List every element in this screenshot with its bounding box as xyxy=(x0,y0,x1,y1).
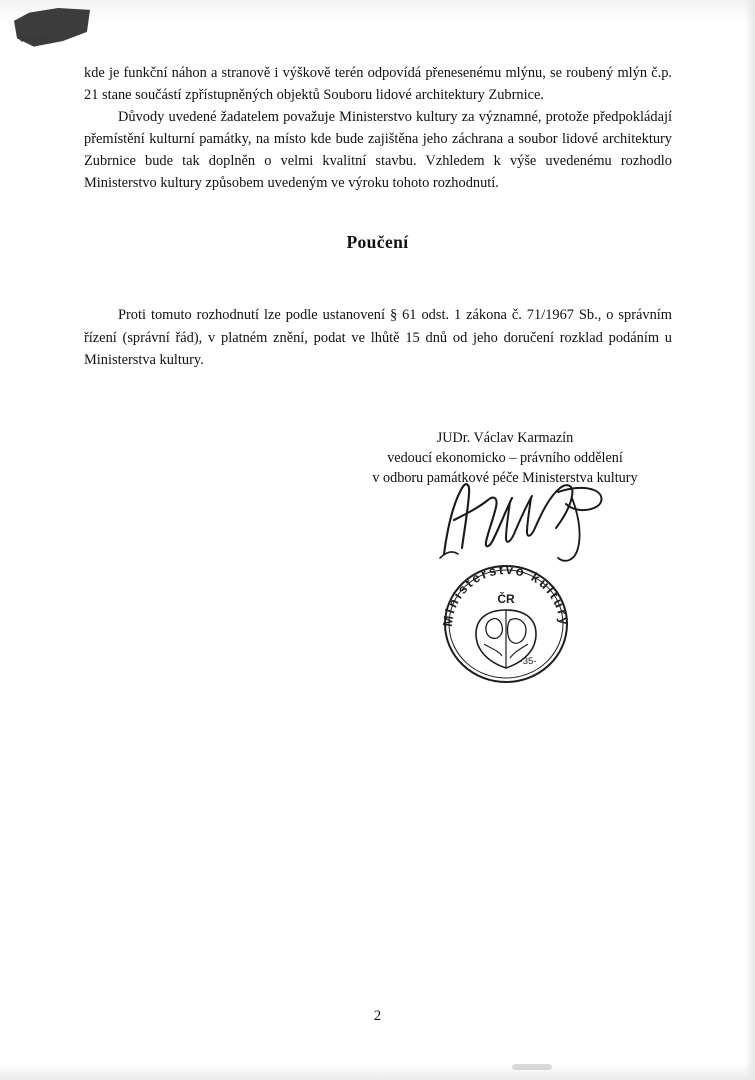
page-number: 2 xyxy=(373,1008,382,1024)
scan-bottom-speck xyxy=(512,1064,552,1070)
body-paragraph-2: Důvody uvedené žadatelem považuje Ministerstvo kultury za významné, protože předpokládají přemístění kulturní památky, na místo kde bude zajištěna jeho záchrana a soubor lidové architektury Zubrnice bude tak doplněn o velmi kvalitní stavbu. Vzhledem k výše uvedenému rozhodlo Ministerstvo kultury způsobem uvedeným ve výroku tohoto rozhodnutí. xyxy=(84,109,672,191)
scan-right-edge xyxy=(745,0,755,1080)
svg-text:Ministerstvo kultury: Ministerstvo kultury xyxy=(439,561,573,628)
signatory-title-line-1: vedoucí ekonomicko – právního oddělení xyxy=(387,450,623,466)
scan-bottom-edge xyxy=(0,1064,755,1080)
section-heading: Poučení xyxy=(346,232,409,252)
ministry-round-stamp xyxy=(432,552,580,694)
instruction-paragraph xyxy=(84,290,672,386)
document-body xyxy=(84,62,672,194)
scan-corner-artifact xyxy=(14,8,90,54)
scan-top-edge xyxy=(0,0,755,22)
instruction-text: Proti tomuto rozhodnutí lze podle ustanovení § 61 odst. 1 zákona č. 71/1967 Sb., o správním řízení (správní řád), v platném znění, podat ve lhůtě 15 dnů od jeho doručení rozklad podáním u Ministerstva kultury. xyxy=(84,307,672,369)
svg-text:-35-: -35- xyxy=(519,656,537,667)
signatory-title-line-2: v odboru památkové péče Ministerstva kultury xyxy=(372,470,638,486)
body-paragraph-1: kde je funkční náhon a stranově i výškově terén odpovídá přenesenému mlýnu, se roubený mlýn č.p. 21 stane součástí zpřístupněných objektů Souboru lidové architektury Zubrnice. xyxy=(84,65,672,103)
signature-block xyxy=(350,428,660,488)
svg-text:ČR: ČR xyxy=(497,592,515,606)
signatory-name: JUDr. Václav Karmazín xyxy=(436,430,574,446)
